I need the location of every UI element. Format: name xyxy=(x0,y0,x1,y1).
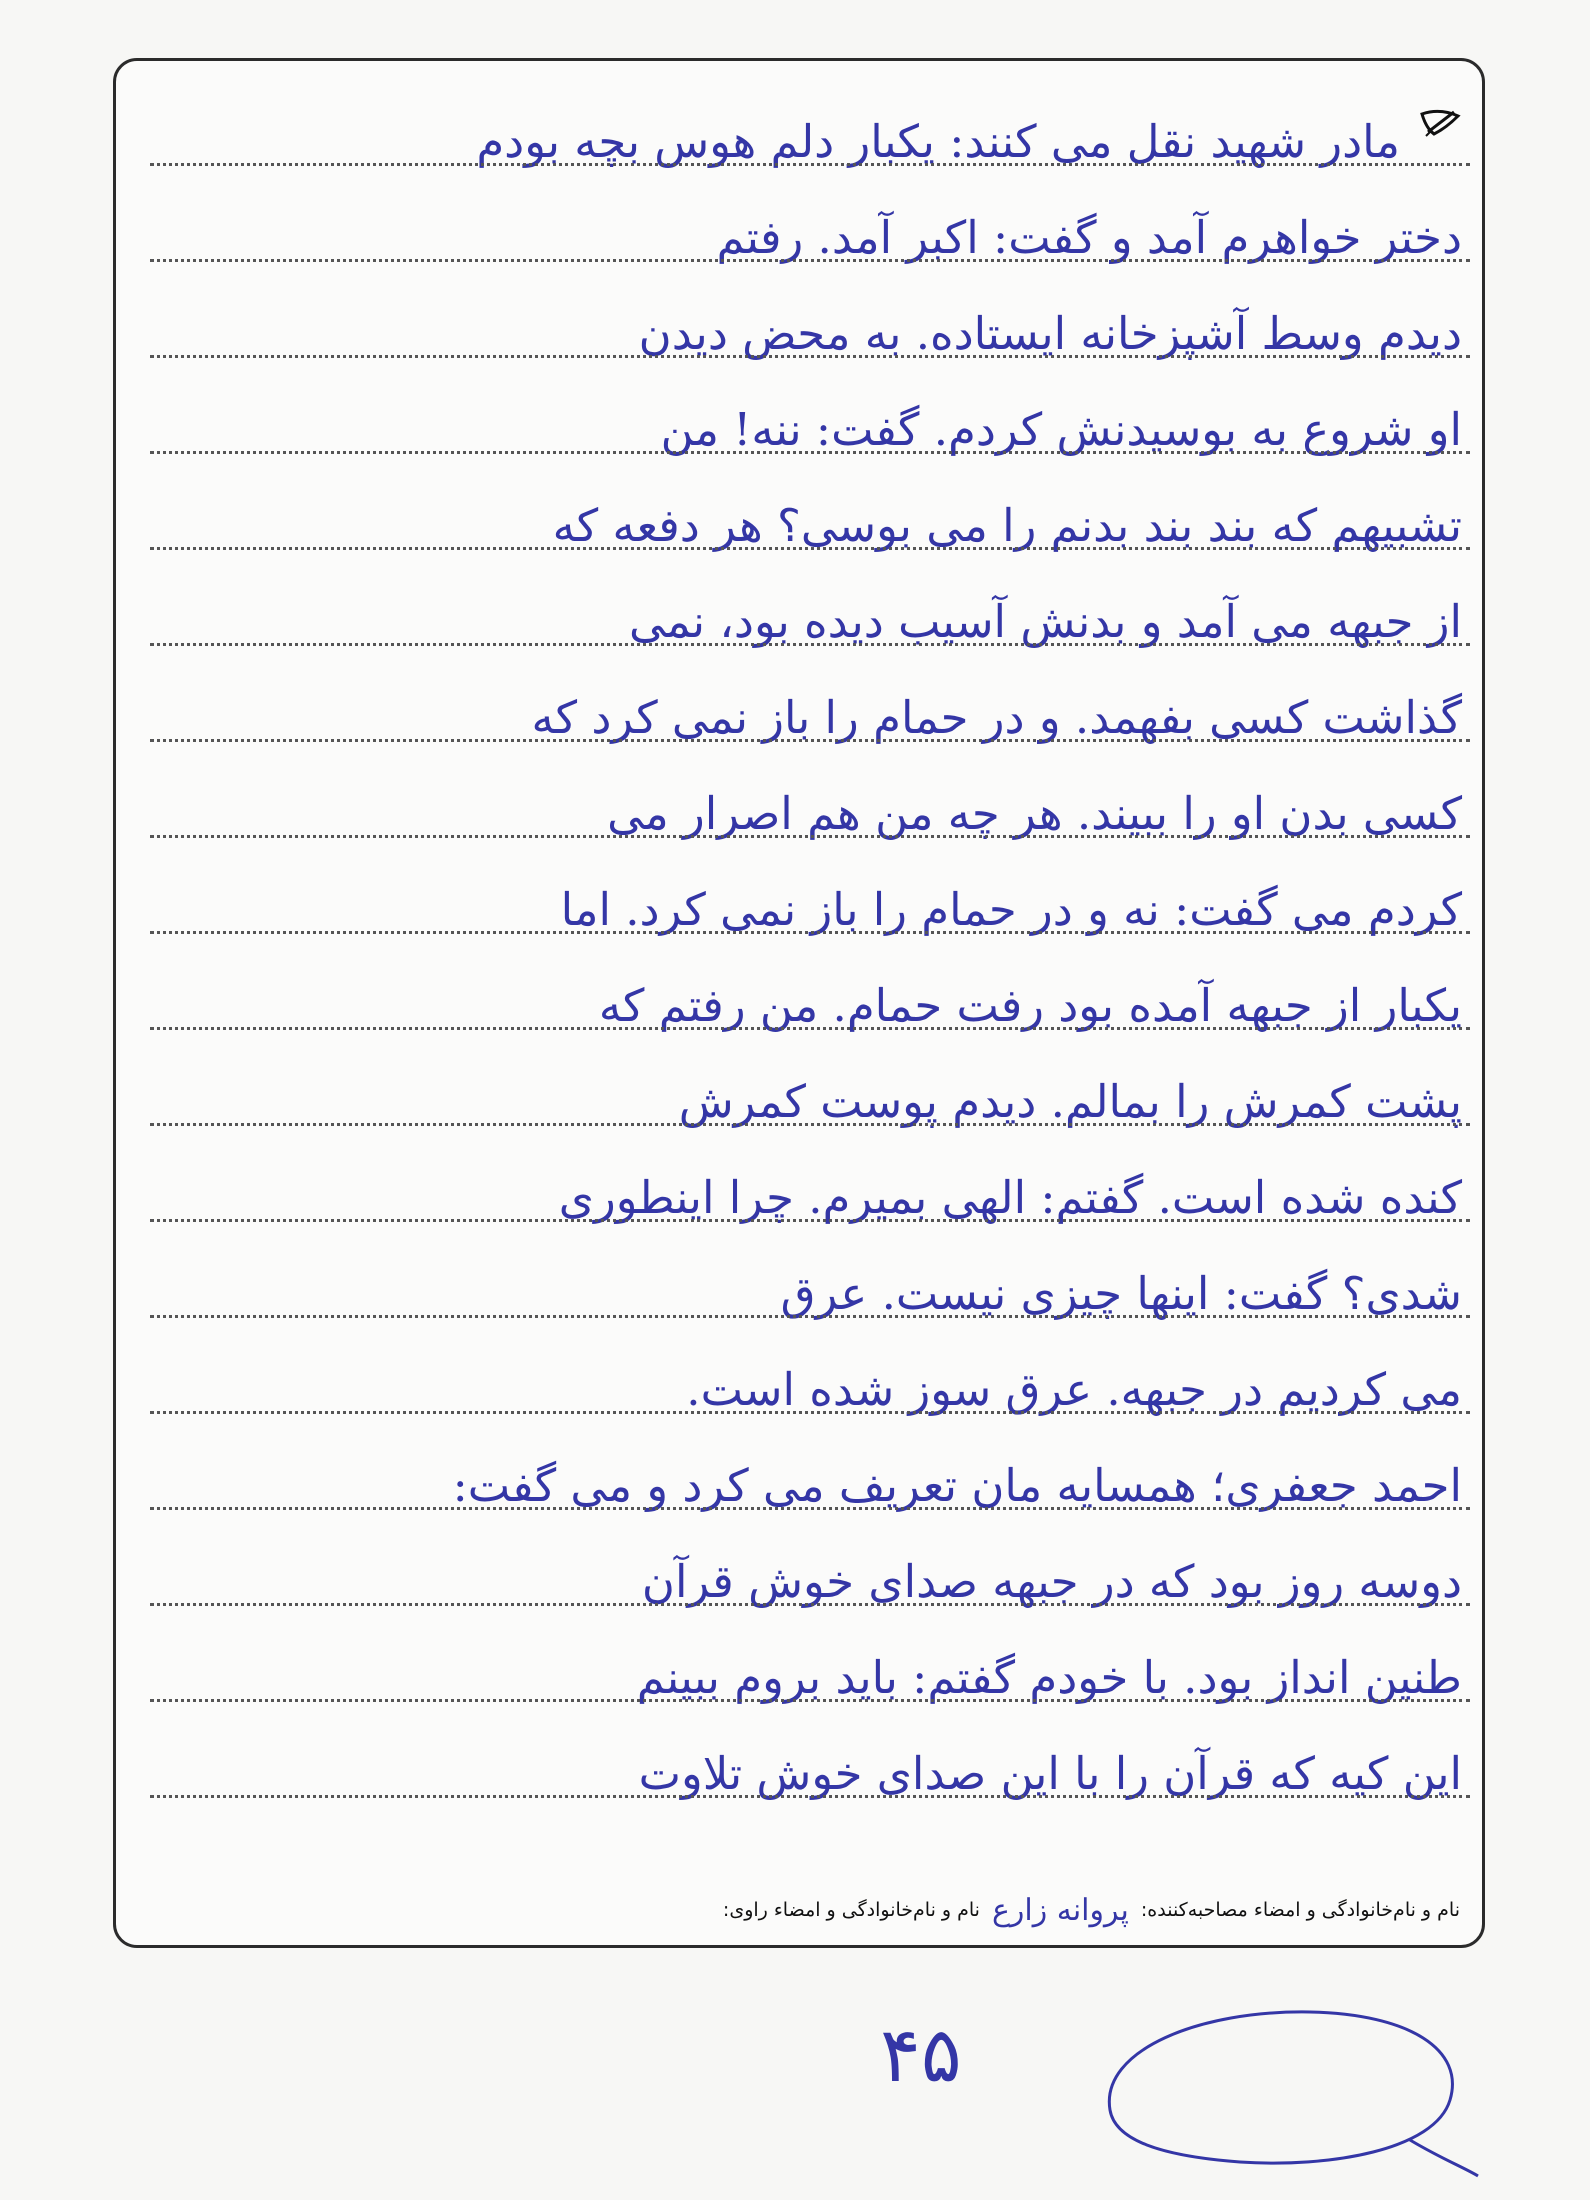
text-line xyxy=(150,750,1470,844)
line-text: این کیه که قرآن را با این صدای خوش تلاوت xyxy=(638,1747,1462,1800)
page-number: ۴۵ xyxy=(880,2010,962,2099)
handwritten-text-body xyxy=(150,78,1470,1878)
text-line xyxy=(150,462,1470,556)
text-line xyxy=(150,78,1470,172)
line-text: مادر شهید نقل می کنند: یکبار دلم هوس بچه بودم xyxy=(476,115,1400,168)
line-text: کنده شده است. گفتم: الهی بمیرم. چرا اینطوری xyxy=(558,1171,1462,1224)
line-text: دختر خواهرم آمد و گفت: اکبر آمد. رفتم xyxy=(716,211,1462,264)
text-line xyxy=(150,558,1470,652)
line-text: گذاشت کسی بفهمد. و در حمام را باز نمی کرد که xyxy=(531,691,1462,744)
interviewer-label: نام و نام‌خانوادگی و امضاء مصاحبه‌کننده: xyxy=(1140,1899,1460,1921)
interviewer-signature: پروانه زارع xyxy=(991,1892,1129,1928)
text-line xyxy=(150,1518,1470,1612)
line-text: یکبار از جبهه آمده بود رفت حمام. من رفتم که xyxy=(598,979,1462,1032)
text-line xyxy=(150,270,1470,364)
text-line xyxy=(150,174,1470,268)
text-line xyxy=(150,1710,1470,1804)
line-text: از جبهه می آمد و بدنش آسیب دیده بود، نمی xyxy=(629,595,1462,648)
line-text: کسی بدن او را ببیند. هر چه من هم اصرار می xyxy=(607,787,1462,840)
text-line xyxy=(150,1422,1470,1516)
text-line xyxy=(150,1614,1470,1708)
text-line xyxy=(150,654,1470,748)
line-text: پشت کمرش را بمالم. دیدم پوست کمرش xyxy=(678,1075,1462,1128)
line-text: کردم می گفت: نه و در حمام را باز نمی کرد. اما xyxy=(560,883,1462,936)
line-text: دیدم وسط آشپزخانه ایستاده. به محض دیدن xyxy=(638,307,1462,360)
signature-footer xyxy=(150,1880,1460,1940)
text-line xyxy=(150,1134,1470,1228)
line-text: تشبیهم که بند بند بدنم را می بوسی؟ هر دفعه که xyxy=(552,499,1462,552)
line-text: دوسه روز بود که در جبهه صدای خوش قرآن xyxy=(641,1555,1462,1608)
text-line xyxy=(150,1326,1470,1420)
narrator-label: نام و نام‌خانوادگی و امضاء راوی: xyxy=(722,1899,980,1921)
line-text: احمد جعفری؛ همسایه مان تعریف می کرد و می گفت: xyxy=(452,1459,1462,1512)
text-line xyxy=(150,1230,1470,1324)
line-text: او شروع به بوسیدنش کردم. گفت: ننه! من xyxy=(660,403,1462,456)
text-line xyxy=(150,942,1470,1036)
line-text: می کردیم در جبهه. عرق سوز شده است. xyxy=(686,1363,1462,1416)
line-text: طنین انداز بود. با خودم گفتم: باید بروم ببینم xyxy=(636,1651,1462,1704)
text-line xyxy=(150,846,1470,940)
text-line xyxy=(150,366,1470,460)
text-line xyxy=(150,1038,1470,1132)
line-text: شدی؟ گفت: اینها چیزی نیست. عرق xyxy=(780,1267,1462,1320)
signature-oval xyxy=(1080,1990,1480,2180)
